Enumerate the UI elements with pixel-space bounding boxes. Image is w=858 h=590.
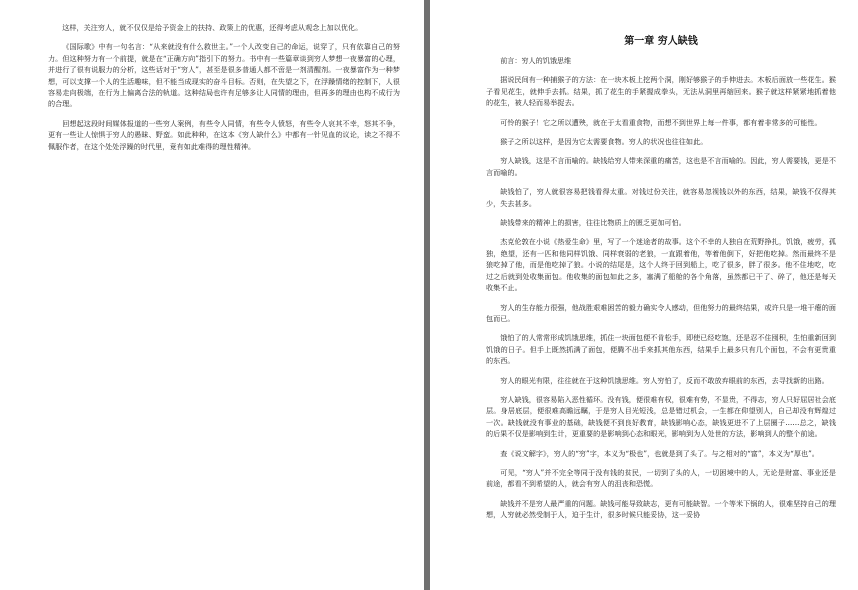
right-paragraph-12: 查《说文解字》，穷人的“穷”字，本义为“极也”，也就是到了头了。与之相对的“富”，本义为“厚也”。 bbox=[500, 448, 819, 458]
right-paragraph-3: 猴子之所以这样，是因为它太需要食物。穷人的状况也往往如此。 bbox=[500, 137, 708, 147]
left-paragraph-2: 《国际歌》中有一句名言：“从来就没有什么救世主。”一个人改变自己的命运，说穿了，只有依靠自己的努力。但这种努力有一个前提，就是在“正确方向”指引下的努力。书中有一些篇章谈到穷人梦想一夜暴富的心理，并进行了很有说服力的分析，这些话对于“穷人”，甚至是很多普通人都不啻是一剂清醒剂。一夜暴富作为一种梦想，可以支撑一个人的生活趣味，但不能当成现实的奋斗目标。否则，在失望之下，在浮躁情绪的控制下，人很容易走向极端，在行为上偏离合法的轨道。这种结局也许有足够多让人同情的理由，但再多的理由也构不成行为的合理。 bbox=[48, 42, 400, 109]
right-paragraph-11: 穷人缺钱，很容易陷入恶性循环。没有钱，便很难有权，很难有势，不显贵，不得志，穷人只好屈居社会底层。身居底层，便很难高瞻远瞩，于是穷人目光短浅，总是错过机会，一生都在仰望别人，自己却没有辉煌过一次。缺钱就没有事业的基础，缺钱便不到良好教育，缺钱影响心态，缺钱更进不了上层圈子……总之，缺钱的后果不仅是影响到生计，更重要的是影响到心态和眼光，影响到为人处世的方法，影响到人的整个前途。 bbox=[486, 394, 836, 439]
left-page bbox=[0, 0, 424, 590]
left-paragraph-3: 回想起这段时间媒体报道的一些穷人案例，有些令人同情，有些令人愤怒，有些令人哀其不幸，怒其不争，更有一些让人惊惧于穷人的愚昧、野蛮。如此种种，在这本《穷人缺什么》中都有一针见血的议论，读之不得不佩服作者，在这个处处浮躁的时代里，竟有如此难得的理性精神。 bbox=[48, 118, 400, 151]
right-paragraph-13: 可见，“穷人”并不完全等同于没有钱的贫民，一切到了头的人，一切困境中的人，无论是财富、事业还是前途，都看不到希望的人，就会有穷人的沮丧和恐慌。 bbox=[486, 467, 836, 489]
right-paragraph-1: 据说民间有一种捕猴子的方法：在一块木板上挖两个洞，刚好够猴子的手伸进去。木板后面放一些花生。猴子看见花生，就伸手去抓。结果，抓了花生的手紧握成拳头，无法从洞里再缩回来。猴子就这样紧紧地抓着他的花生，被人轻而易举捉去。 bbox=[486, 75, 836, 108]
right-paragraph-14: 缺钱并不是穷人最严重的问题。缺钱可能导致缺志，更有可能缺智。一个等米下锅的人，很难坚持自己的理想，人穷就必然受制于人，迫于生计，很多时候只能妥协，这一妥协 bbox=[486, 498, 836, 520]
right-paragraph-10: 穷人的眼光有限，往往就在于这种饥饿思维。穷人穷怕了，反而不敢放弃眼前的东西，去寻找新的出路。 bbox=[500, 375, 829, 385]
right-paragraph-7: 杰克伦敦在小说《热爱生命》里，写了一个迷途者的故事。这个不幸的人独自在荒野挣扎，饥饿，疲劳，孤独，绝望，还有一匹和他同样饥饿、同样衰弱的老狼，一直跟着他，等着他倒下，好把他吃掉。然而最终不是狼吃掉了他，而是他吃掉了狼。小说的结尾是，这个人终于回到船上，吃了很多，胖了很多。他不住地吃，吃过之后就到处收集面包。他收集的面包如此之多，塞满了船舱的各个角落，虽然都已干了、碎了，他还是每天收集不止。 bbox=[486, 237, 836, 293]
chapter-title: 第一章 穷人缺钱 bbox=[624, 36, 698, 47]
right-paragraph-6: 缺钱带来的精神上的损害，往往比物质上的匮乏更加可怕。 bbox=[500, 218, 686, 228]
section-title: 前言：穷人的饥饿思维 bbox=[500, 56, 572, 65]
left-paragraph-1: 这样，关注穷人，就不仅仅是给予资金上的扶持、政策上的优惠，还得考虑从观念上加以优化。 bbox=[62, 23, 363, 32]
right-paragraph-8: 穷人的生存能力很强，他战胜艰难困苦的毅力确实令人感动，但他努力的最终结果，或许只是一堆干瘪的面包而已。 bbox=[486, 302, 836, 323]
right-paragraph-2: 可怜的猴子！它之所以遭殃，就在于太看重食物，而想不到世界上每一件事，都有着非常多的可能性。 bbox=[500, 117, 822, 127]
right-paragraph-4: 穷人缺钱，这是不言而喻的。缺钱给穷人带来深重的痛苦，这也是不言而喻的。因此，穷人需要钱，更是不言而喻的。 bbox=[486, 156, 836, 177]
right-page bbox=[430, 0, 858, 590]
right-paragraph-5: 缺钱怕了，穷人就很容易把钱看得太重。对钱过份关注，就容易忽视钱以外的东西，结果，缺钱不仅得其少，失去甚多。 bbox=[486, 187, 836, 208]
right-paragraph-9: 饿怕了的人常常形成饥饿思维，抓住一块面包便不肯松手，即使已经吃饱，还是忍不住囤积，生怕重新回到饥饿的日子。但手上既然抓满了面包，便腾不出手来抓其他东西，结果手上最多只有几个面包，不会有更贵重的东西。 bbox=[486, 333, 836, 366]
